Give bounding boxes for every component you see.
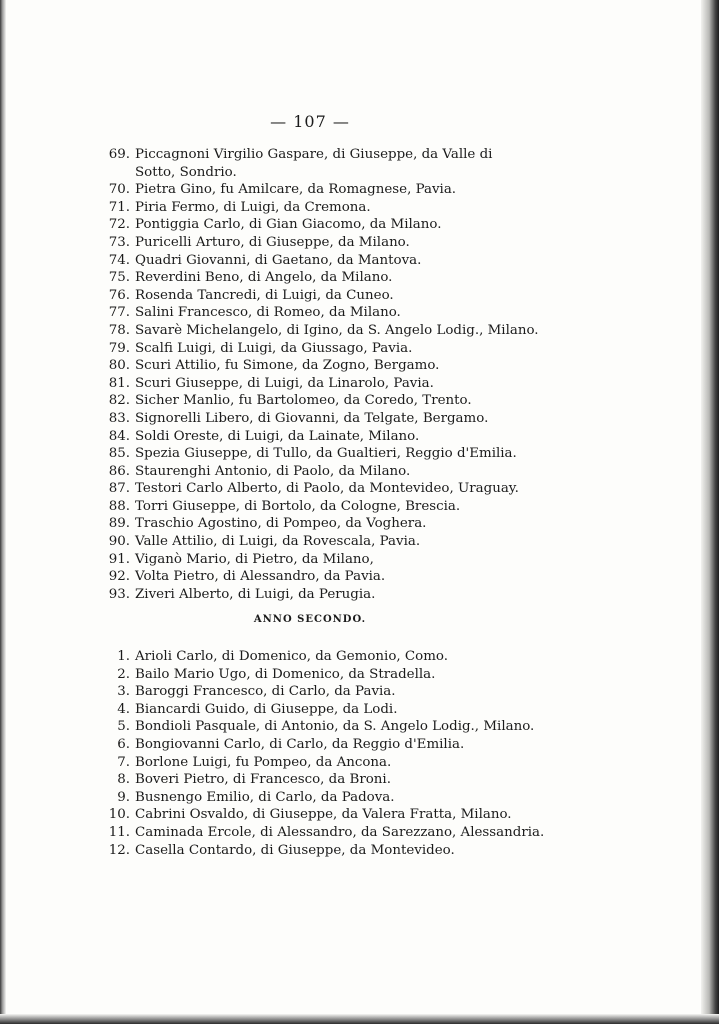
entry-number: 78. — [108, 322, 130, 338]
entry-text: Bongiovanni Carlo, di Carlo, da Reggio d'Emilia. — [135, 736, 465, 752]
entry-text: Pietra Gino, fu Amilcare, da Romagnese, Pavia. — [135, 182, 457, 198]
list-item — [96, 533, 526, 551]
entry-text: Bondioli Pasquale, di Antonio, da S. Angelo Lodig., Milano. — [135, 719, 535, 735]
entry-number: 71. — [108, 199, 130, 215]
list-item — [96, 357, 526, 375]
list-item — [96, 648, 526, 666]
list-item — [96, 824, 545, 842]
entry-number: 77. — [108, 305, 130, 321]
entry-text: Busnengo Emilio, di Carlo, da Padova. — [135, 789, 395, 805]
list-item — [96, 789, 526, 807]
entry-number: 79. — [108, 340, 130, 356]
entry-number: 5. — [117, 719, 130, 735]
list-item — [96, 701, 526, 719]
list-item — [96, 551, 526, 569]
entry-text: Signorelli Libero, di Giovanni, da Telgate, Bergamo. — [135, 410, 489, 426]
entry-number: 87. — [108, 481, 130, 497]
list-item — [96, 410, 526, 428]
entry-number: 91. — [108, 551, 130, 567]
entry-number: 8. — [117, 772, 130, 788]
list-item — [96, 771, 526, 789]
entry-number: 83. — [108, 410, 130, 426]
student-list-second-year — [96, 648, 545, 859]
list-item — [96, 445, 526, 463]
entry-text: Pontiggia Carlo, di Gian Giacomo, da Milano. — [135, 217, 442, 233]
entry-text: Volta Pietro, di Alessandro, da Pavia. — [135, 569, 386, 585]
list-item — [96, 498, 526, 516]
entry-number: 84. — [108, 428, 130, 444]
entry-number: 2. — [117, 666, 130, 682]
entry-number: 86. — [108, 463, 130, 479]
list-item — [96, 754, 526, 772]
entry-text: Quadri Giovanni, di Gaetano, da Mantova. — [135, 252, 422, 268]
entry-text: Piccagnoni Virgilio Gaspare, di Giuseppe, da Valle di — [135, 147, 493, 162]
entry-text: Soldi Oreste, di Luigi, da Lainate, Milano. — [135, 428, 420, 444]
list-item — [96, 806, 526, 824]
entry-number: 10. — [108, 807, 130, 823]
page-number: — 107 — — [270, 112, 350, 131]
entry-text: Torri Giuseppe, di Bortolo, da Cologne, Brescia. — [135, 498, 461, 514]
list-item — [96, 199, 526, 217]
list-item — [96, 216, 526, 234]
entry-number: 74. — [108, 252, 130, 268]
entry-continuation: Sotto, Sondrio. — [135, 164, 237, 180]
list-item — [96, 683, 526, 701]
entry-number: 72. — [108, 217, 130, 233]
entry-text: Testori Carlo Alberto, di Paolo, da Montevideo, Uraguay. — [135, 481, 519, 497]
entry-number: 93. — [108, 586, 130, 602]
list-item — [96, 269, 526, 287]
entry-text: Salini Francesco, di Romeo, da Milano. — [135, 305, 401, 321]
entry-number: 7. — [117, 754, 130, 770]
list-item — [96, 666, 526, 684]
list-item — [96, 736, 526, 754]
entry-text: Scuri Attilio, fu Simone, da Zogno, Bergamo. — [135, 358, 440, 374]
entry-text: Boveri Pietro, di Francesco, da Broni. — [135, 772, 391, 788]
entry-text: Savarè Michelangelo, di Igino, da S. Angelo Lodig., Milano. — [135, 322, 539, 338]
section-title: ANNO SECONDO. — [253, 614, 367, 625]
entry-number: 92. — [108, 569, 130, 585]
entry-text: Traschio Agostino, di Pompeo, da Voghera. — [135, 516, 427, 532]
entry-number: 12. — [108, 842, 130, 858]
entry-text: Cabrini Osvaldo, di Giuseppe, da Valera Fratta, Milano. — [135, 807, 512, 823]
list-item — [96, 392, 526, 410]
list-item — [96, 718, 535, 736]
list-item — [96, 515, 526, 533]
list-item — [96, 586, 526, 604]
entry-text: Sicher Manlio, fu Bartolomeo, da Coredo, Trento. — [135, 393, 472, 409]
entry-number: 85. — [108, 446, 130, 462]
entry-text: Scalfi Luigi, di Luigi, da Giussago, Pavia. — [135, 340, 413, 356]
entry-text: Ziveri Alberto, di Luigi, da Perugia. — [135, 586, 376, 602]
entry-text: Baroggi Francesco, di Carlo, da Pavia. — [135, 684, 396, 700]
list-item — [96, 375, 526, 393]
entry-number: 82. — [108, 393, 130, 409]
list-item — [96, 322, 539, 340]
student-list-first-year — [96, 146, 539, 603]
list-item — [96, 842, 526, 860]
entry-text: Borlone Luigi, fu Pompeo, da Ancona. — [135, 754, 392, 770]
list-item — [96, 287, 526, 305]
entry-number: 1. — [117, 649, 130, 664]
entry-text: Reverdini Beno, di Angelo, da Milano. — [135, 270, 393, 286]
entry-text: Caminada Ercole, di Alessandro, da Sarezzano, Alessandria. — [135, 824, 545, 840]
entry-text: Casella Contardo, di Giuseppe, da Montevideo. — [135, 842, 455, 858]
list-item — [96, 480, 526, 498]
entry-number: 76. — [108, 287, 130, 303]
entry-number: 90. — [108, 534, 130, 550]
entry-text: Piria Fermo, di Luigi, da Cremona. — [135, 199, 371, 215]
entry-text: Staurenghi Antonio, di Paolo, da Milano. — [135, 463, 411, 479]
page-left-edge — [0, 0, 6, 1024]
list-item — [96, 340, 526, 358]
entry-text: Bailo Mario Ugo, di Domenico, da Stradella. — [135, 666, 436, 682]
entry-number: 75. — [108, 270, 130, 286]
entry-text: Arioli Carlo, di Domenico, da Gemonio, Como. — [135, 649, 448, 664]
entry-number: 11. — [108, 824, 130, 840]
entry-text: Biancardi Guido, di Giuseppe, da Lodi. — [135, 701, 398, 717]
entry-number: 88. — [108, 498, 130, 514]
entry-text: Rosenda Tancredi, di Luigi, da Cuneo. — [135, 287, 394, 303]
page-right-edge — [701, 0, 719, 1024]
list-item — [96, 181, 526, 199]
entry-number: 81. — [108, 375, 130, 391]
entry-text: Valle Attilio, di Luigi, da Rovescala, Pavia. — [135, 534, 421, 550]
page-bottom-edge — [0, 1014, 719, 1024]
entry-text: Viganò Mario, di Pietro, da Milano, — [135, 551, 374, 567]
entry-number: 3. — [117, 684, 130, 700]
list-item — [96, 428, 526, 446]
entry-number: 89. — [108, 516, 130, 532]
entry-number: 4. — [117, 701, 130, 717]
list-item — [96, 304, 526, 322]
entry-text: Spezia Giuseppe, di Tullo, da Gualtieri, Reggio d'Emilia. — [135, 446, 517, 462]
entry-number: 6. — [117, 736, 130, 752]
entry-text: Puricelli Arturo, di Giuseppe, da Milano. — [135, 234, 410, 250]
list-item — [96, 252, 526, 270]
entry-number: 9. — [117, 789, 130, 805]
entry-number: 80. — [108, 358, 130, 374]
list-item — [96, 234, 526, 252]
list-item — [96, 568, 526, 586]
entry-text: Scuri Giuseppe, di Luigi, da Linarolo, Pavia. — [135, 375, 434, 391]
list-item — [96, 146, 526, 181]
entry-number: 69. — [108, 147, 130, 162]
entry-number: 70. — [108, 182, 130, 198]
entry-number: 73. — [108, 234, 130, 250]
list-item — [96, 463, 526, 481]
